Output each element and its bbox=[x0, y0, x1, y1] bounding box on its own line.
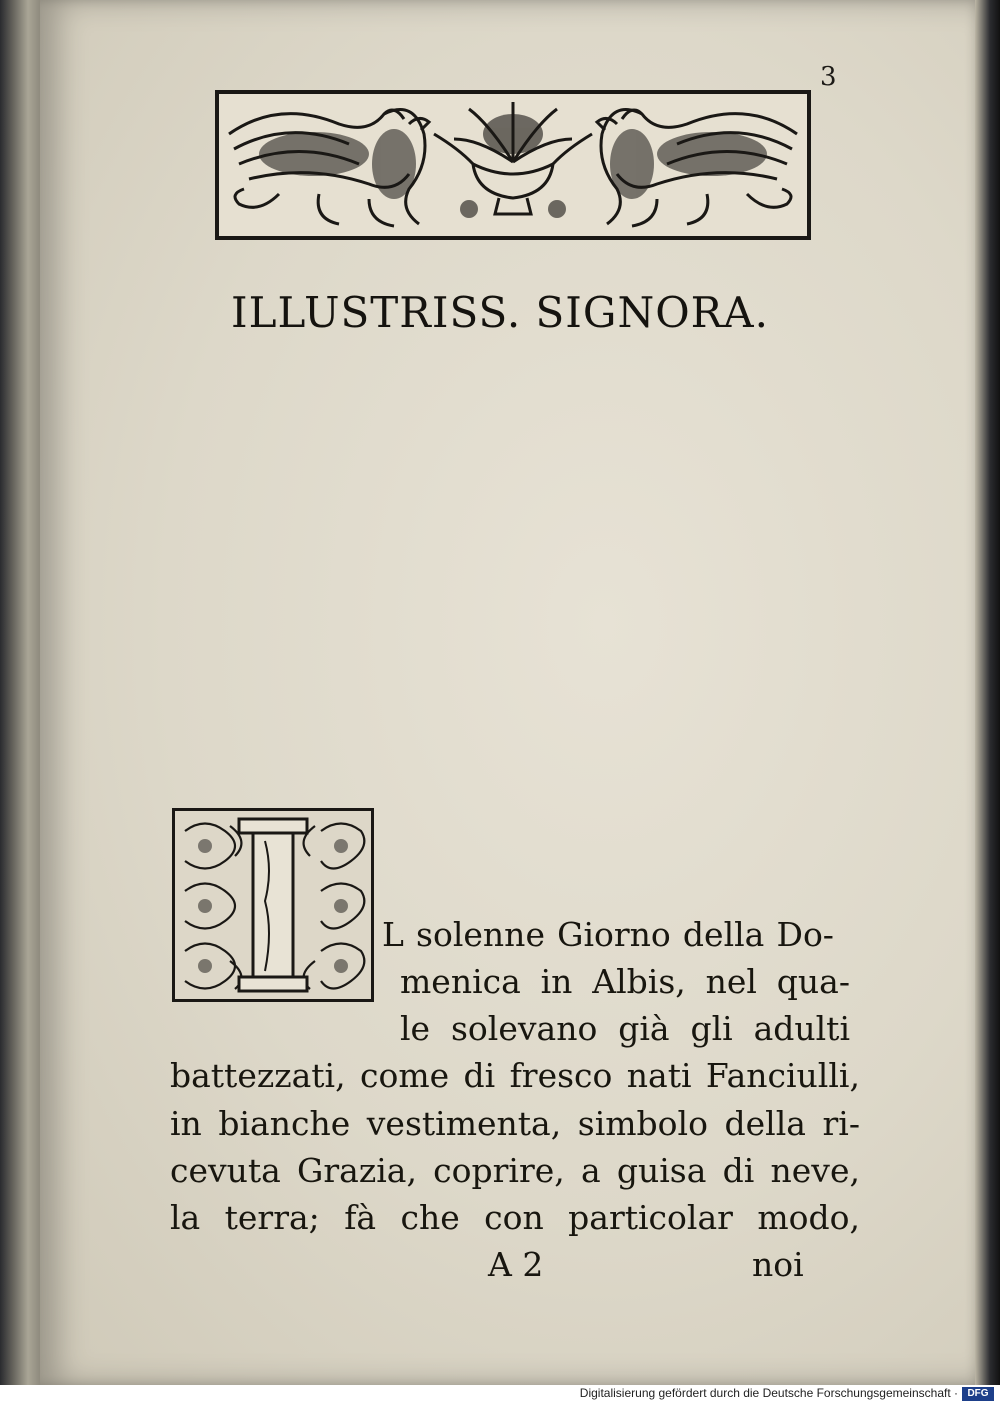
body-line-2 bbox=[400, 962, 850, 1001]
body-word: cevuta bbox=[170, 1151, 281, 1190]
body-line-6 bbox=[170, 1151, 860, 1190]
body-word: modo, bbox=[757, 1198, 860, 1237]
body-word: della bbox=[724, 1104, 806, 1143]
footer-credit: Digitalisierung gefördert durch die Deutsche Forschungsgemeinschaft · bbox=[579, 1386, 958, 1400]
body-word: Giorno bbox=[557, 915, 671, 954]
body-word: già bbox=[618, 1009, 670, 1048]
body-word: particolar bbox=[568, 1198, 733, 1237]
catchword: noi bbox=[752, 1245, 804, 1284]
body-word: ri- bbox=[822, 1104, 860, 1143]
body-word: in bbox=[540, 962, 573, 1001]
body-line-5 bbox=[170, 1104, 860, 1143]
body-word: simbolo bbox=[577, 1104, 708, 1143]
body-word: coprire, bbox=[433, 1151, 565, 1190]
body-word: L bbox=[382, 915, 404, 954]
body-word: fresco bbox=[509, 1056, 613, 1095]
body-word: la bbox=[170, 1198, 201, 1237]
ornamental-initial-I-icon bbox=[172, 808, 374, 1002]
body-word: qua- bbox=[776, 962, 850, 1001]
body-word: menica bbox=[400, 962, 521, 1001]
body-word: battezzati, bbox=[170, 1056, 346, 1095]
body-line-7 bbox=[170, 1198, 860, 1237]
body-word: Do- bbox=[776, 915, 834, 954]
body-line-4 bbox=[170, 1056, 860, 1095]
body-word: solenne bbox=[416, 915, 545, 954]
body-word: neve, bbox=[770, 1151, 860, 1190]
body-word: adulti bbox=[753, 1009, 850, 1048]
body-word: guisa bbox=[616, 1151, 707, 1190]
body-word: nati bbox=[626, 1056, 692, 1095]
page-title: ILLUSTRISS. SIGNORA. bbox=[231, 288, 769, 337]
body-word: gli bbox=[690, 1009, 733, 1048]
page-edge bbox=[975, 0, 1000, 1385]
body-line-3 bbox=[400, 1009, 850, 1048]
body-word: fà bbox=[344, 1198, 377, 1237]
book-gutter bbox=[0, 0, 40, 1404]
body-word: Fanciulli, bbox=[705, 1056, 860, 1095]
body-line-1 bbox=[382, 915, 834, 954]
signature-mark: A 2 bbox=[488, 1245, 544, 1284]
body-word: con bbox=[484, 1198, 544, 1237]
body-word: in bbox=[170, 1104, 202, 1143]
body-word: terra; bbox=[224, 1198, 320, 1237]
body-word: Albis, bbox=[592, 962, 686, 1001]
body-word: vestimenta, bbox=[366, 1104, 562, 1143]
body-word: nel bbox=[705, 962, 757, 1001]
page-number: 3 bbox=[820, 62, 837, 92]
body-word: della bbox=[682, 915, 765, 954]
body-word: le bbox=[400, 1009, 431, 1048]
body-word: come bbox=[359, 1056, 450, 1095]
body-word: di bbox=[463, 1056, 496, 1095]
body-word: che bbox=[400, 1198, 460, 1237]
body-word: di bbox=[722, 1151, 755, 1190]
body-word: a bbox=[580, 1151, 601, 1190]
body-word: solevano bbox=[450, 1009, 598, 1048]
body-word: Grazia, bbox=[297, 1151, 417, 1190]
dfg-logo-icon: DFG bbox=[962, 1387, 994, 1401]
griffins-urn-ornament-icon bbox=[215, 90, 811, 240]
body-word: bianche bbox=[218, 1104, 351, 1143]
